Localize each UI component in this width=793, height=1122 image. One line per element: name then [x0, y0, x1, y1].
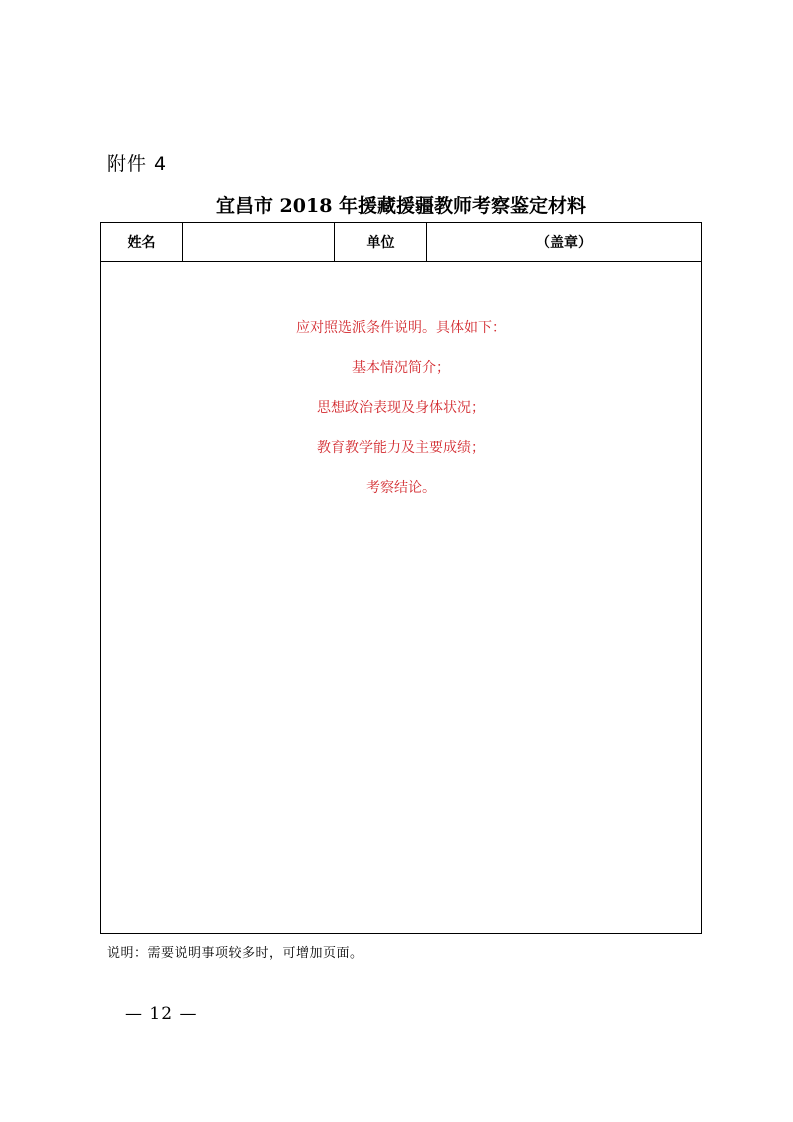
instruction-line: 应对照选派条件说明。具体如下：: [296, 320, 506, 336]
instruction-line: 思想政治表现及身体状况；: [317, 400, 485, 416]
name-label: 姓名: [101, 223, 183, 261]
instruction-line: 教育教学能力及主要成绩；: [317, 440, 485, 456]
unit-seal-field[interactable]: （盖章）: [536, 235, 592, 251]
name-field[interactable]: [183, 223, 335, 261]
instruction-line: 基本情况简介；: [352, 360, 450, 376]
instruction-line: 考察结论。: [366, 480, 436, 496]
footnote: 说明：需要说明事项较多时，可增加页面。: [107, 946, 364, 961]
document-title: 宜昌市 2018 年援藏援疆教师考察鉴定材料: [215, 195, 587, 217]
evaluation-content-area[interactable]: [101, 262, 701, 933]
page-number: — 12 —: [125, 1004, 198, 1024]
unit-label: 单位: [335, 223, 427, 261]
evaluation-form-table: [100, 222, 702, 934]
instruction-list: [101, 318, 701, 518]
form-header-row: [101, 223, 701, 262]
attachment-label: 附件 4: [107, 153, 168, 175]
